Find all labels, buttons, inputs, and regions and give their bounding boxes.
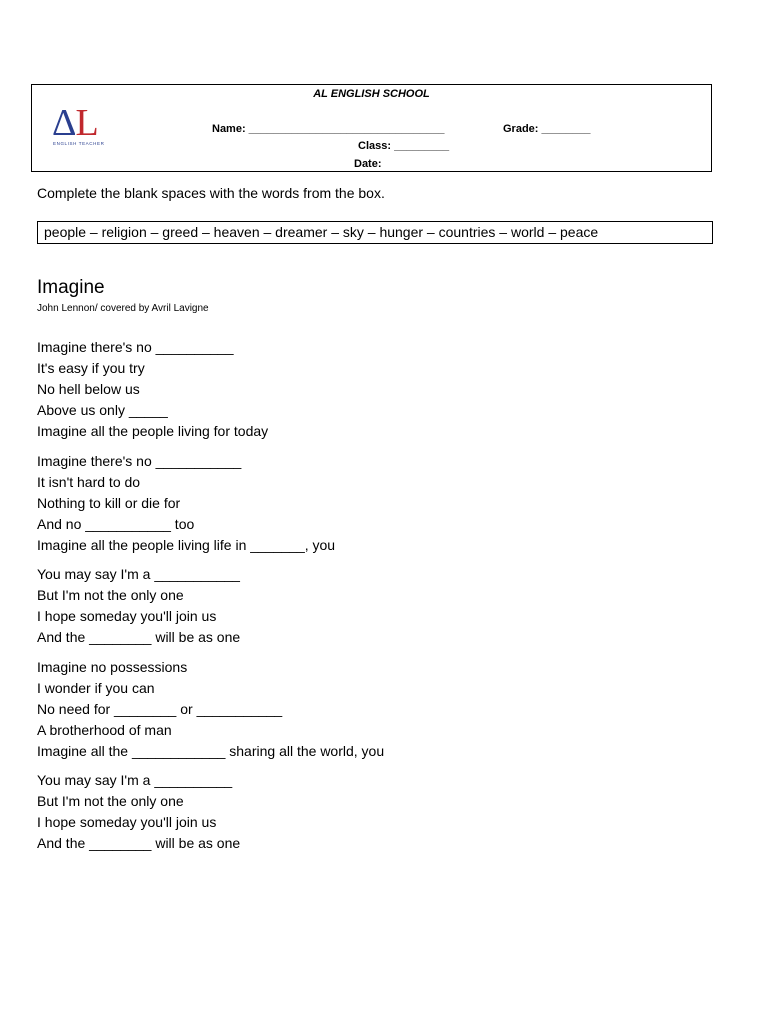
song-credit: John Lennon/ covered by Avril Lavigne (37, 303, 209, 314)
lyric-line: No hell below us (37, 381, 140, 397)
instructions-text: Complete the blank spaces with the words from the box. (37, 185, 385, 201)
lyric-line: And the ________ will be as one (37, 629, 241, 645)
stanza-4 (37, 657, 384, 762)
class-field[interactable]: Class: _________ (358, 140, 450, 152)
lyric-line: But I'm not the only one (37, 793, 184, 809)
stanza-5 (37, 770, 240, 854)
lyric-line: Imagine there's no ___________ (37, 453, 242, 469)
word-bank-box: people – religion – greed – heaven – dreamer – sky – hunger – countries – world – peace (37, 221, 713, 244)
lyric-line: A brotherhood of man (37, 722, 172, 738)
lyric-line: No need for ________ or ___________ (37, 701, 283, 717)
lyric-line: Imagine no possessions (37, 659, 188, 675)
name-field[interactable]: Name: ________________________________ (212, 123, 445, 135)
lyric-line: Imagine all the people living life in _______, you (37, 537, 336, 553)
lyric-line: Above us only _____ (37, 402, 168, 418)
logo-subtitle: ENGLISH TEACHER (53, 141, 105, 146)
lyric-line: Imagine all the ____________ sharing all the world, you (37, 743, 385, 759)
logo-letter-l: L (75, 102, 98, 144)
lyric-line: It isn't hard to do (37, 474, 141, 490)
stanza-1 (37, 337, 268, 442)
stanza-2 (37, 451, 335, 556)
lyric-line: I hope someday you'll join us (37, 608, 217, 624)
lyric-line: Imagine there's no __________ (37, 339, 234, 355)
lyric-line: And no ___________ too (37, 516, 195, 532)
song-title: Imagine (37, 277, 105, 298)
lyric-line: You may say I'm a __________ (37, 772, 233, 788)
school-logo (52, 102, 114, 151)
stanza-3 (37, 564, 240, 648)
grade-field[interactable]: Grade: ________ (503, 123, 591, 135)
lyric-line: Nothing to kill or die for (37, 495, 181, 511)
lyric-line: I hope someday you'll join us (37, 814, 217, 830)
logo-letters (52, 101, 98, 145)
lyric-line: You may say I'm a ___________ (37, 566, 240, 582)
lyric-line: Imagine all the people living for today (37, 423, 269, 439)
lyric-line: It's easy if you try (37, 360, 145, 376)
date-field[interactable]: Date: (354, 158, 382, 170)
lyric-line: But I'm not the only one (37, 587, 184, 603)
school-name: AL ENGLISH SCHOOL (313, 88, 430, 100)
lyric-line: And the ________ will be as one (37, 835, 241, 851)
worksheet-header (31, 84, 712, 172)
lyric-line: I wonder if you can (37, 680, 155, 696)
logo-letter-a: Δ (52, 102, 76, 144)
